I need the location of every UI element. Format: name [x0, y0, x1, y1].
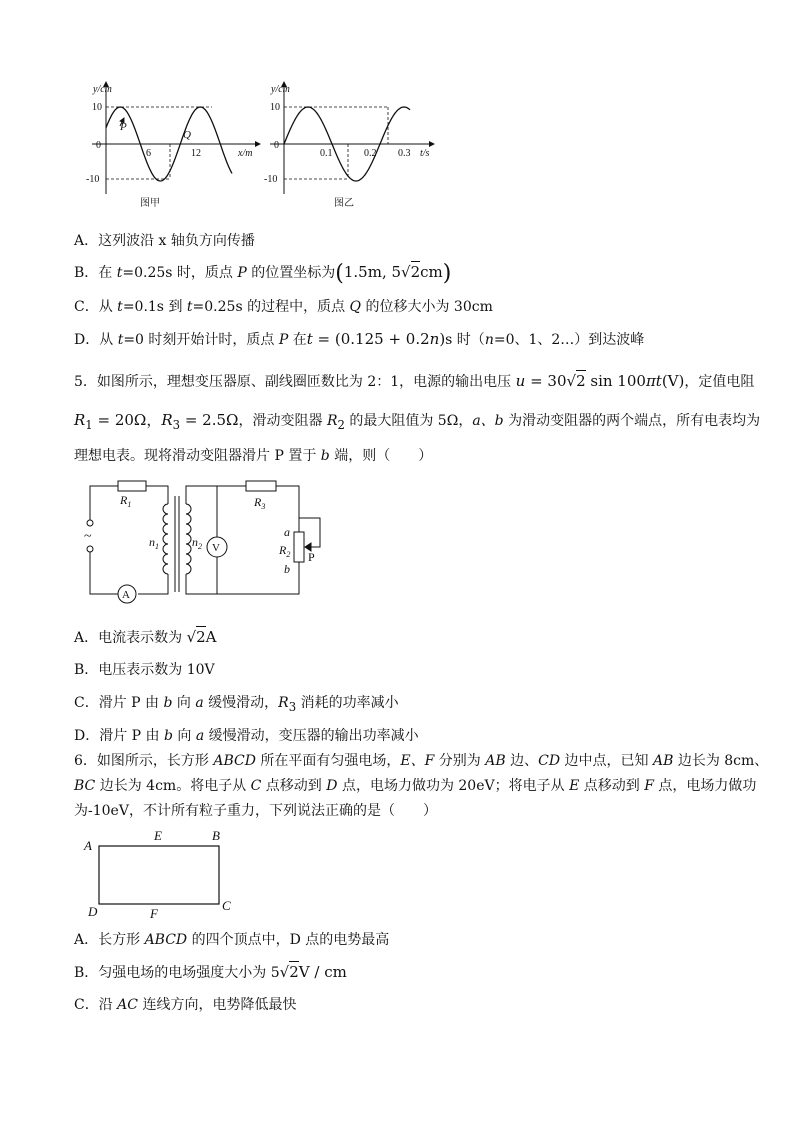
secondary-coil — [186, 504, 191, 574]
voltmeter-label: V — [212, 542, 220, 554]
n2-label: $n_2$ — [192, 535, 202, 551]
q5-option-c: C．滑片 P 由 b 向 a 缓慢滑动，$R_3$ 消耗的功率减小 — [74, 695, 399, 714]
t-tick-0.1: 0.1 — [320, 148, 333, 159]
t-axis-label: t/s — [420, 148, 430, 159]
x-axis-label: x/m — [238, 148, 253, 159]
vertex-a: A — [84, 838, 92, 853]
y-tick-bottom: -10 — [264, 174, 278, 185]
x-tick-12: 12 — [191, 148, 201, 159]
slider-p-label: P — [308, 550, 315, 564]
primary-wire-top-left — [90, 486, 118, 520]
y-tick-top: 10 — [270, 102, 280, 113]
q5-option-a: A．电流表示数为 √2A — [74, 628, 217, 646]
vertex-c: C — [222, 898, 231, 913]
t-tick-0.2: 0.2 — [364, 148, 377, 159]
q4-option-b: B．在 t=0.25s 时，质点 P 的位置坐标为(1.5m, 5√2cm) — [74, 261, 452, 286]
q5-option-b: B．电压表示数为 10V — [74, 662, 215, 678]
secondary-wire-bottom — [186, 562, 299, 594]
point-p-label: P — [120, 121, 127, 133]
q5-option-d: D．滑片 P 由 b 向 a 缓慢滑动，变压器的输出功率减小 — [74, 728, 419, 744]
terminal-bottom — [87, 546, 93, 552]
q6-option-a: A．长方形 ABCD 的四个顶点中，D 点的电势最高 — [74, 932, 390, 948]
rectangle-abcd-figure — [80, 826, 250, 922]
q6-stem-line-3: 为-10eV，不计所有粒子重力，下列说法正确的是（ ） — [74, 803, 437, 819]
wave-graph-jia — [86, 78, 268, 212]
wave-graph-yi — [264, 78, 440, 212]
ammeter-label: A — [122, 589, 130, 601]
q5-stem-line-3: 理想电表。现将滑动变阻器滑片 P 置于 b 端，则（ ） — [74, 448, 433, 464]
primary-coil — [163, 504, 168, 574]
terminal-top — [87, 520, 93, 526]
x-tick-6: 6 — [146, 148, 151, 159]
ac-source-symbol: ~ — [84, 529, 92, 544]
r3-label: $R_3$ — [254, 495, 266, 511]
y-tick-bottom: -10 — [86, 174, 100, 185]
origin-label: 0 — [274, 140, 279, 151]
q6-stem-line-2: BC 边长为 4cm。将电子从 C 点移动到 D 点，电场力做功为 20eV；将电子从 E 点移动到 F 点，电场力做功 — [74, 778, 757, 794]
primary-wire-top-right — [146, 486, 168, 504]
point-q-label: Q — [183, 129, 191, 141]
q6-option-c: C．沿 AC 连线方向，电势降低最快 — [74, 997, 297, 1013]
y-axis-label: y/cm — [93, 84, 112, 95]
q4-option-c: C．从 t=0.1s 到 t=0.25s 的过程中，质点 Q 的位移大小为 30cm — [74, 299, 493, 315]
q4-option-d: D．从 t=0 时刻开始计时，质点 P 在t = (0.125 + 0.2n)s 时（n=0、1、2…）到达波峰 — [74, 330, 645, 348]
q5-stem-line-2: $R_1 = 20\Omega$，$R_3 = 2.5\Omega$，滑动变阻器 $R_2$ 的最大阻值为 5Ω，a、b 为滑动变阻器的两个端点，所有电表均为 — [74, 411, 761, 432]
q5-stem-line-1: 5．如图所示，理想变压器原、副线圈匝数比为 2：1，电源的输出电压 u = 30√2 sin 100πt(V)，定值电阻 — [74, 372, 755, 390]
rheostat-r2 — [294, 532, 304, 562]
caption-yi: 图乙 — [334, 198, 354, 209]
caption-jia: 图甲 — [140, 198, 160, 209]
end-b-label: b — [284, 562, 290, 576]
r2-label: $R_2$ — [279, 543, 291, 559]
primary-wire-bottom-left — [90, 552, 118, 594]
midpoint-f: F — [150, 906, 158, 921]
origin-label: 0 — [96, 140, 101, 151]
q6-option-b: B．匀强电场的电场强度大小为 5√2V / cm — [74, 963, 347, 981]
r1-label: $R_1$ — [120, 493, 132, 509]
primary-wire-bottom-right — [138, 574, 168, 594]
voltage-expression: u = 30√2 sin 100πt(V) — [515, 372, 685, 390]
transformer-circuit — [80, 476, 340, 610]
vertex-b: B — [212, 828, 220, 843]
end-a-label: a — [284, 525, 290, 539]
y-tick-top: 10 — [92, 102, 102, 113]
q6-stem-line-1: 6．如图所示，长方形 ABCD 所在平面有匀强电场，E、F 分别为 AB 边、CD 边中点，已知 AB 边长为 8cm、 — [74, 753, 769, 769]
resistor-r1 — [118, 481, 146, 491]
midpoint-e: E — [154, 828, 162, 843]
resistor-r3 — [246, 481, 276, 491]
time-expression: t = (0.125 + 0.2n) — [306, 330, 446, 348]
n1-label: $n_1$ — [149, 535, 159, 551]
vertex-d: D — [88, 904, 98, 919]
t-tick-0.3: 0.3 — [398, 148, 411, 159]
secondary-wire-top — [186, 486, 246, 504]
q4-option-a: A．这列波沿 x 轴负方向传播 — [74, 233, 255, 249]
coordinate-expression: (1.5m, 5√2cm) — [335, 261, 452, 286]
y-axis-label: y/cm — [271, 84, 290, 95]
rectangle-abcd — [99, 846, 219, 904]
